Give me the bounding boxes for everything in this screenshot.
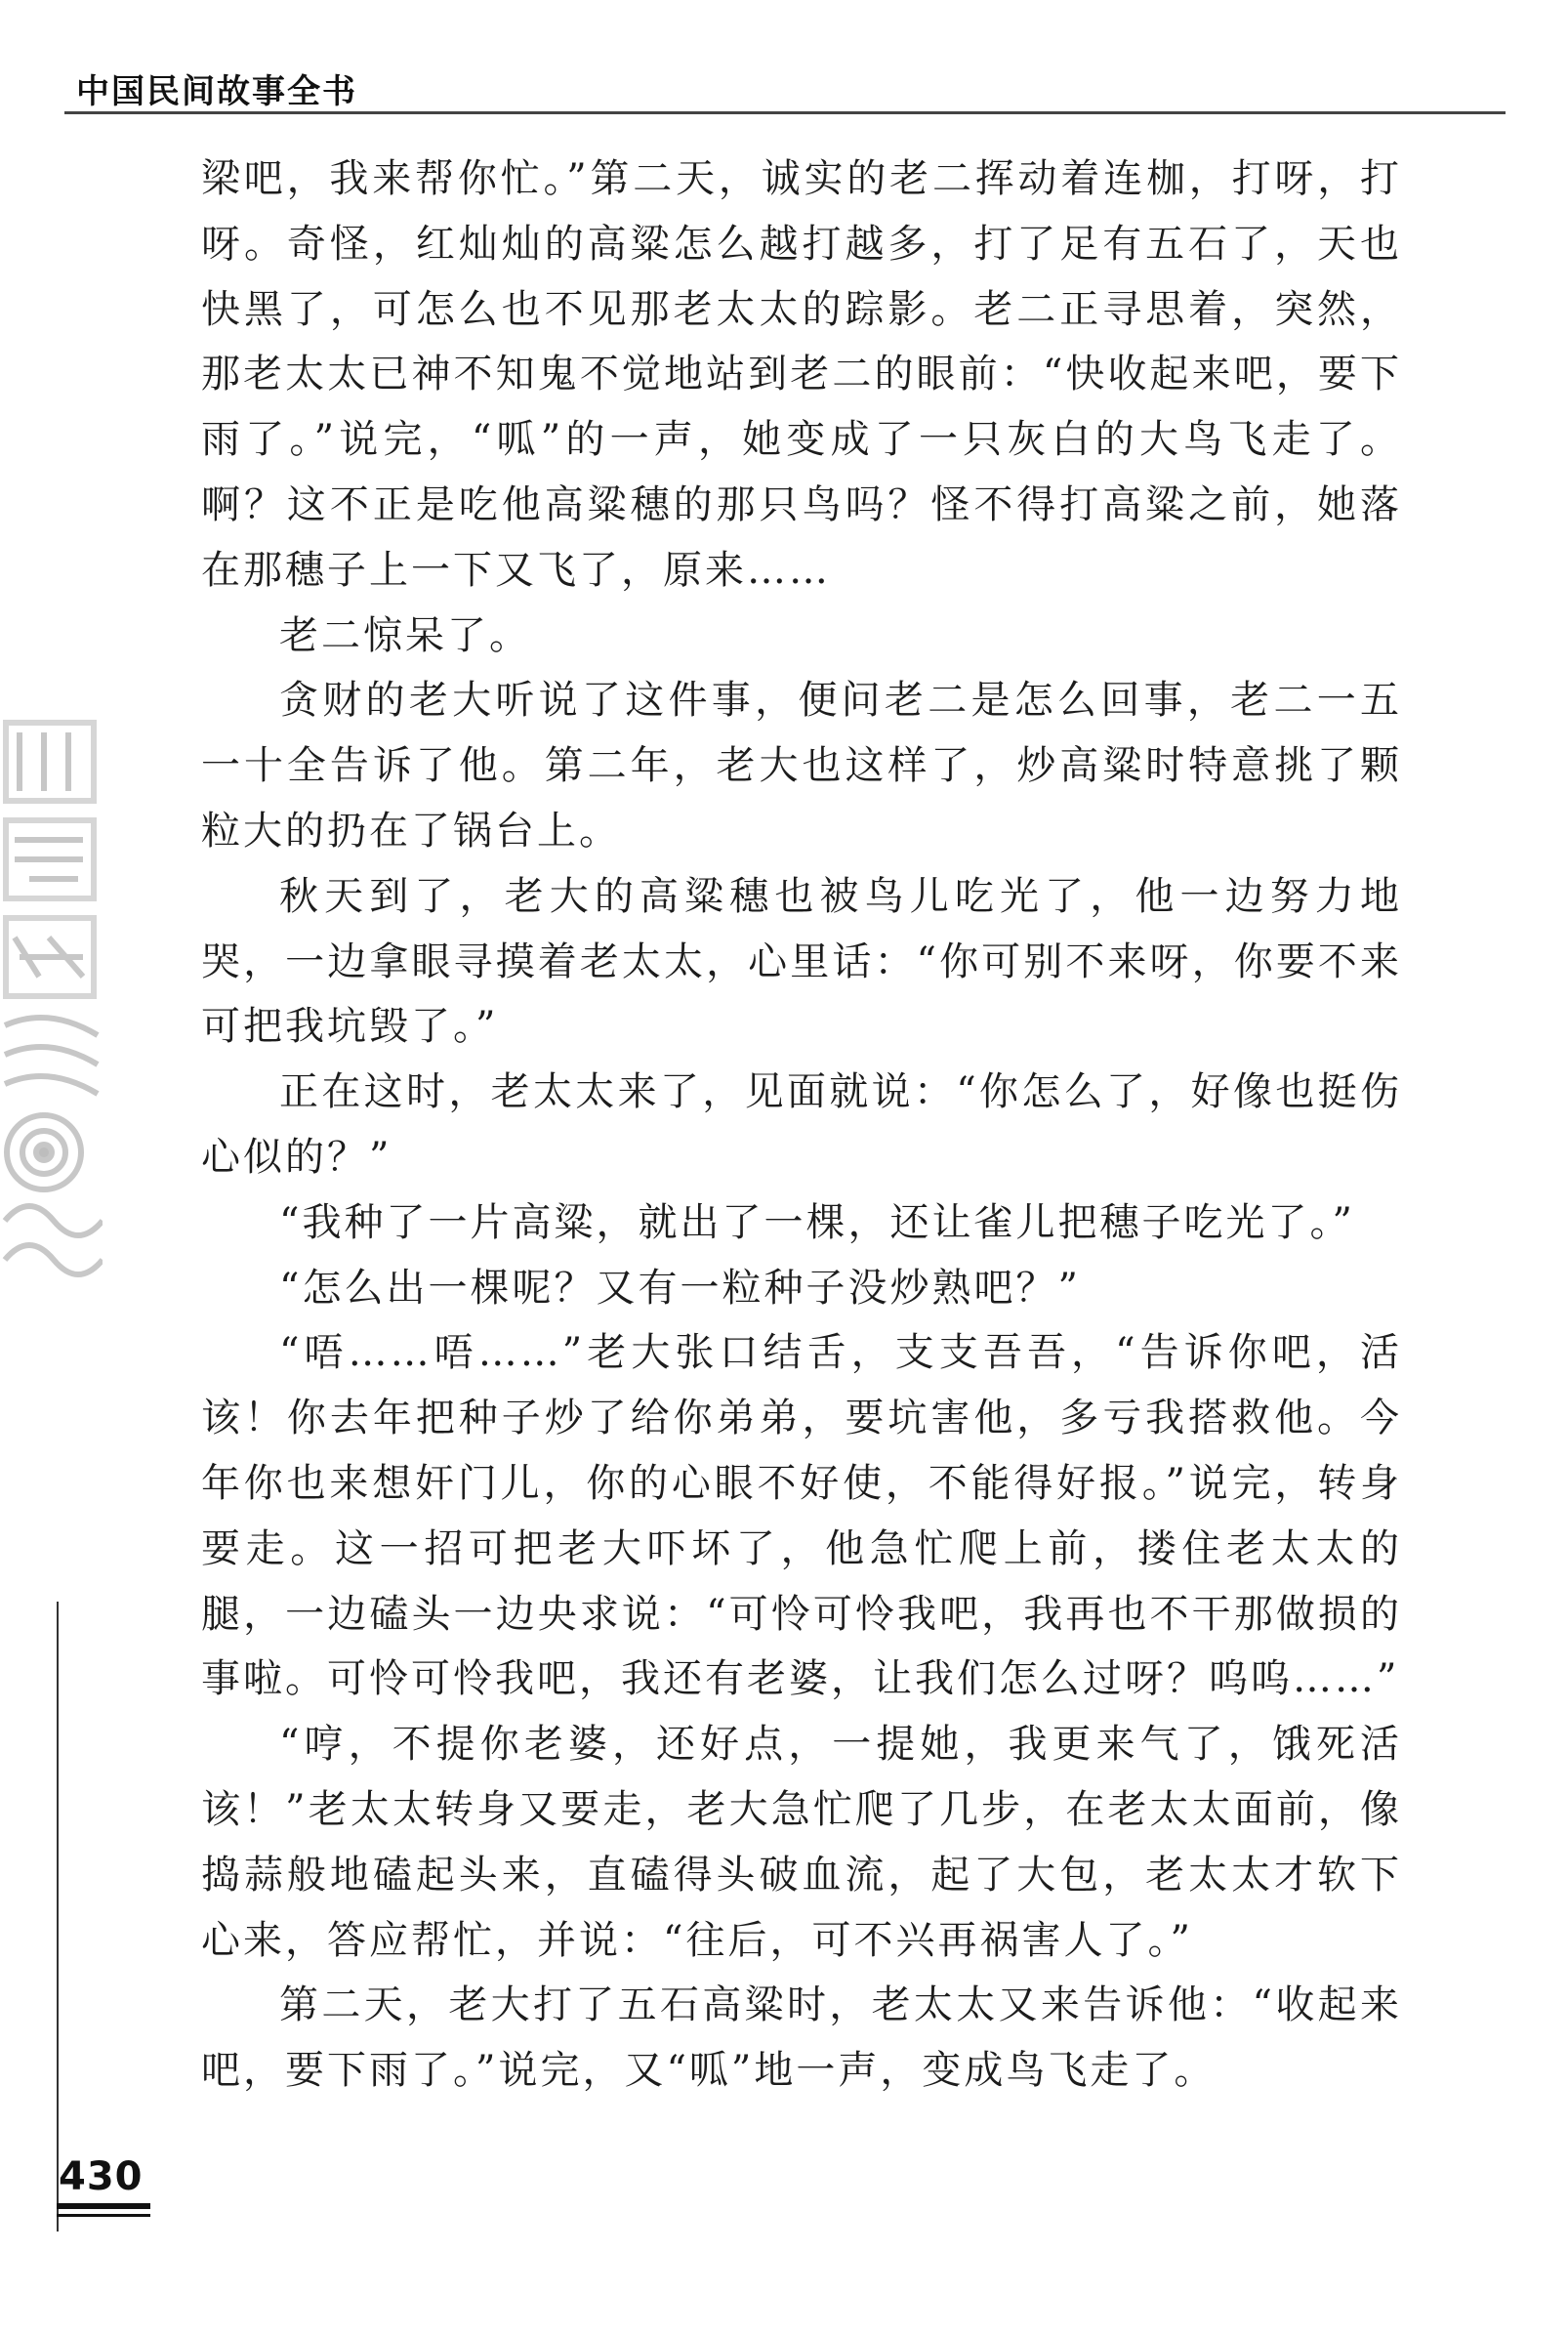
- paragraph: “我种了一片高粱，就出了一棵，还让雀儿把穗子吃光了。”: [279, 1199, 1355, 1245]
- running-header: 中国民间故事全书: [76, 72, 357, 111]
- paragraph: “怎么出一棵呢？又有一粒种子没炒熟吧？”: [279, 1265, 1081, 1311]
- page-number: 430: [59, 2154, 144, 2199]
- paragraph: “唔……唔……”老大张口结舌，支支吾吾，“告诉你吧，活该！你去年把种子炒了给你弟弟，要坑害他，多亏我搭救他。今年你也来想奸门儿，你的心眼不好使，不能得好报。”说完，转身要走。这一招可把老大吓坏了，他急忙爬上前，搂住老太太的腿，一边磕头一边央求说：“可怜可怜我吧，我再也不干那做损的事啦。可怜可怜我吧，我还有老婆，让我们怎么过呀？呜呜……”: [201, 1330, 1402, 1702]
- paragraph: 贪财的老大听说了这件事，便问老二是怎么回事，老二一五一十全告诉了他。第二年，老大也这样了，炒高粱时特意挑了颗粒大的扔在了锅台上。: [201, 678, 1402, 854]
- paragraph: 第二天，老大打了五石高粱时，老太太又来告诉他：“收起来吧，要下雨了。”说完，又“呱”地一声，变成鸟飞走了。: [201, 1982, 1402, 2094]
- folio-rule: [57, 2203, 150, 2222]
- paragraph: “哼，不提你老婆，还好点，一提她，我更来气了，饿死活该！”老太太转身又要走，老大急忙爬了几步，在老太太面前，像捣蒜般地磕起头来，直磕得头破血流，起了大包，老太太才软下心来，答应帮忙，并说：“往后，可不兴再祸害人了。”: [201, 1722, 1402, 1963]
- paragraph: 老二惊呆了。: [279, 612, 531, 658]
- margin-rule: [57, 1602, 59, 2232]
- side-ornament-image: [0, 713, 103, 1299]
- paragraph: 秋天到了，老大的高粱穗也被鸟儿吃光了，他一边努力地哭，一边拿眼寻摸着老太太，心里话：“你可别不来呀，你要不来可把我坑毁了。”: [201, 873, 1402, 1050]
- header-rule: [64, 111, 1506, 114]
- paragraph: 梁吧，我来帮你忙。”第二天，诚实的老二挥动着连枷，打呀，打呀。奇怪，红灿灿的高粱怎么越打越多，打了足有五石了，天也快黑了，可怎么也不见那老太太的踪影。老二正寻思着，突然，那老太太已神不知鬼不觉地站到老二的眼前：“快收起来吧，要下雨了。”说完，“呱”的一声，她变成了一只灰白的大鸟飞走了。啊？这不正是吃他高粱穗的那只鸟吗？怪不得打高粱之前，她落在那穗子上一下又飞了，原来……: [201, 156, 1402, 593]
- paragraph: 正在这时，老太太来了，见面就说：“你怎么了，好像也挺伤心似的？”: [201, 1069, 1402, 1180]
- body-text: [201, 146, 1402, 2104]
